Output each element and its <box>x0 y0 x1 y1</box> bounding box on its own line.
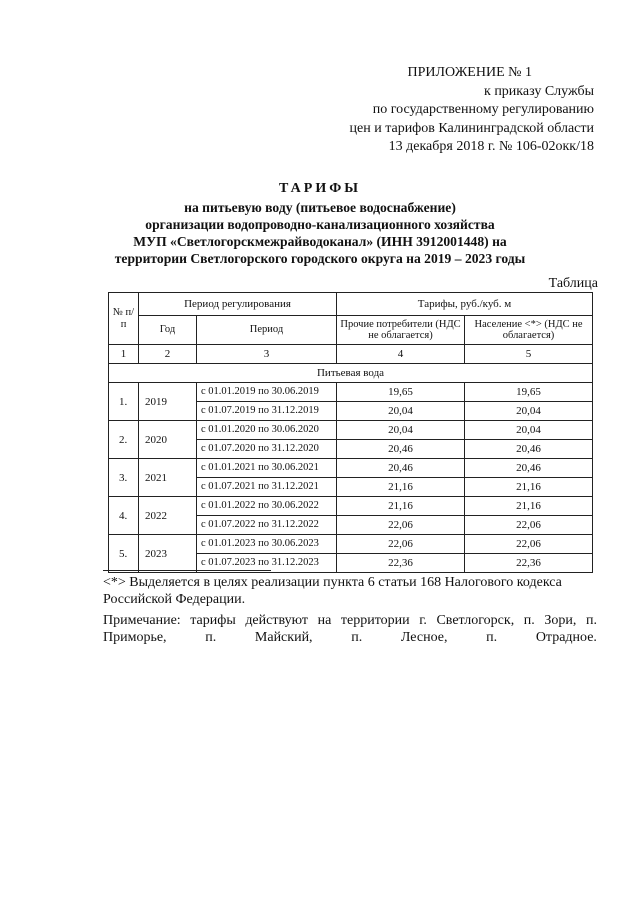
header-tariff-group: Тарифы, руб./куб. м <box>337 293 593 316</box>
document-title <box>100 180 540 267</box>
header-period: Период <box>197 316 337 345</box>
row-period: с 01.07.2019 по 31.12.2019 <box>197 402 337 421</box>
col-number: 5 <box>465 345 593 364</box>
row-population-tariff: 22,36 <box>465 554 593 573</box>
note-word: п. <box>585 613 597 628</box>
row-population-tariff: 19,65 <box>465 383 593 402</box>
note-line-2 <box>103 629 597 646</box>
col-number: 1 <box>109 345 139 364</box>
appendix-line-2: к приказу Службы <box>484 83 594 99</box>
row-other-tariff: 19,65 <box>337 383 465 402</box>
title-line-4: территории Светлогорского городского округа на 2019 – 2023 годы <box>114 251 526 266</box>
row-population-tariff: 20,04 <box>465 421 593 440</box>
row-year: 2021 <box>139 459 197 497</box>
row-period: с 01.01.2021 по 30.06.2021 <box>197 459 337 478</box>
row-year: 2022 <box>139 497 197 535</box>
row-period: с 01.01.2022 по 30.06.2022 <box>197 497 337 516</box>
note-word: Светлогорск, <box>436 613 515 628</box>
row-num: 4. <box>109 497 139 535</box>
row-other-tariff: 20,46 <box>337 459 465 478</box>
note-word: Зори, <box>544 613 577 628</box>
note <box>103 612 597 646</box>
header-num: № п/п <box>109 293 139 345</box>
note-word: Лесное, <box>400 630 448 645</box>
note-word: действуют <box>245 613 308 628</box>
table-row <box>109 459 593 478</box>
table-caption: Таблица <box>548 276 598 291</box>
note-word: территории <box>340 613 410 628</box>
note-word: на <box>317 613 332 628</box>
row-period: с 01.01.2023 по 30.06.2023 <box>197 535 337 554</box>
row-other-tariff: 20,46 <box>337 440 465 459</box>
note-word: п. <box>351 630 363 645</box>
appendix-order-date: 13 декабря 2018 г. № 106-02окк/18 <box>388 139 594 154</box>
row-other-tariff: 22,06 <box>337 535 465 554</box>
header-population: Население <*> (НДС не облагается) <box>465 316 593 345</box>
note-word: п. <box>523 613 535 628</box>
row-period: с 01.07.2022 по 31.12.2022 <box>197 516 337 535</box>
title-line-3: МУП «Светлогорскмежрайводоканал» (ИНН 3912001448) на <box>133 234 507 249</box>
note-word: тарифы <box>190 613 236 628</box>
row-population-tariff: 21,16 <box>465 497 593 516</box>
note-word: п. <box>205 630 217 645</box>
note-word: Майский, <box>254 630 313 645</box>
col-number: 4 <box>337 345 465 364</box>
footnote: <*> Выделяется в целях реализации пункта 6 статьи 168 Налогового кодекса Российской Федерации. <box>103 575 562 607</box>
row-population-tariff: 20,46 <box>465 459 593 478</box>
title-main: ТАРИФЫ <box>279 181 361 196</box>
row-period: с 01.07.2020 по 31.12.2020 <box>197 440 337 459</box>
note-word: Отрадное. <box>535 630 597 645</box>
row-other-tariff: 21,16 <box>337 497 465 516</box>
row-period: с 01.01.2019 по 30.06.2019 <box>197 383 337 402</box>
row-other-tariff: 20,04 <box>337 402 465 421</box>
row-other-tariff: 22,36 <box>337 554 465 573</box>
row-num: 1. <box>109 383 139 421</box>
col-number: 2 <box>139 345 197 364</box>
row-population-tariff: 21,16 <box>465 478 593 497</box>
title-line-1: на питьевую воду (питьевое водоснабжение) <box>184 200 456 215</box>
table-row <box>109 421 593 440</box>
row-year: 2019 <box>139 383 197 421</box>
note-line-1 <box>103 612 597 629</box>
row-population-tariff: 22,06 <box>465 516 593 535</box>
footnote-divider <box>103 570 271 571</box>
row-other-tariff: 21,16 <box>337 478 465 497</box>
row-year: 2020 <box>139 421 197 459</box>
row-population-tariff: 20,46 <box>465 440 593 459</box>
section-drinking-water: Питьевая вода <box>109 364 593 383</box>
row-population-tariff: 22,06 <box>465 535 593 554</box>
row-num: 3. <box>109 459 139 497</box>
tariff-table <box>108 292 593 573</box>
appendix-header <box>294 64 594 157</box>
row-other-tariff: 20,04 <box>337 421 465 440</box>
header-period-group: Период регулирования <box>139 293 337 316</box>
note-word: Приморье, <box>103 630 167 645</box>
row-period: с 01.07.2021 по 31.12.2021 <box>197 478 337 497</box>
header-year: Год <box>139 316 197 345</box>
table-row <box>109 497 593 516</box>
appendix-title: ПРИЛОЖЕНИЕ № 1 <box>407 65 532 80</box>
row-other-tariff: 22,06 <box>337 516 465 535</box>
row-num: 2. <box>109 421 139 459</box>
row-population-tariff: 20,04 <box>465 402 593 421</box>
row-period: с 01.01.2020 по 30.06.2020 <box>197 421 337 440</box>
note-word: г. <box>419 613 427 628</box>
note-word: п. <box>486 630 498 645</box>
table-row <box>109 535 593 554</box>
row-num: 5. <box>109 535 139 573</box>
row-period: с 01.07.2023 по 31.12.2023 <box>197 554 337 573</box>
title-line-2: организации водопроводно-канализационного хозяйства <box>145 217 495 232</box>
header-other-consumers: Прочие потребители (НДС не облагается) <box>337 316 465 345</box>
note-word: Примечание: <box>103 613 181 628</box>
row-year: 2023 <box>139 535 197 573</box>
table-row <box>109 383 593 402</box>
col-number: 3 <box>197 345 337 364</box>
appendix-line-4: цен и тарифов Калининградской области <box>349 120 594 136</box>
appendix-line-3: по государственному регулированию <box>372 102 594 117</box>
